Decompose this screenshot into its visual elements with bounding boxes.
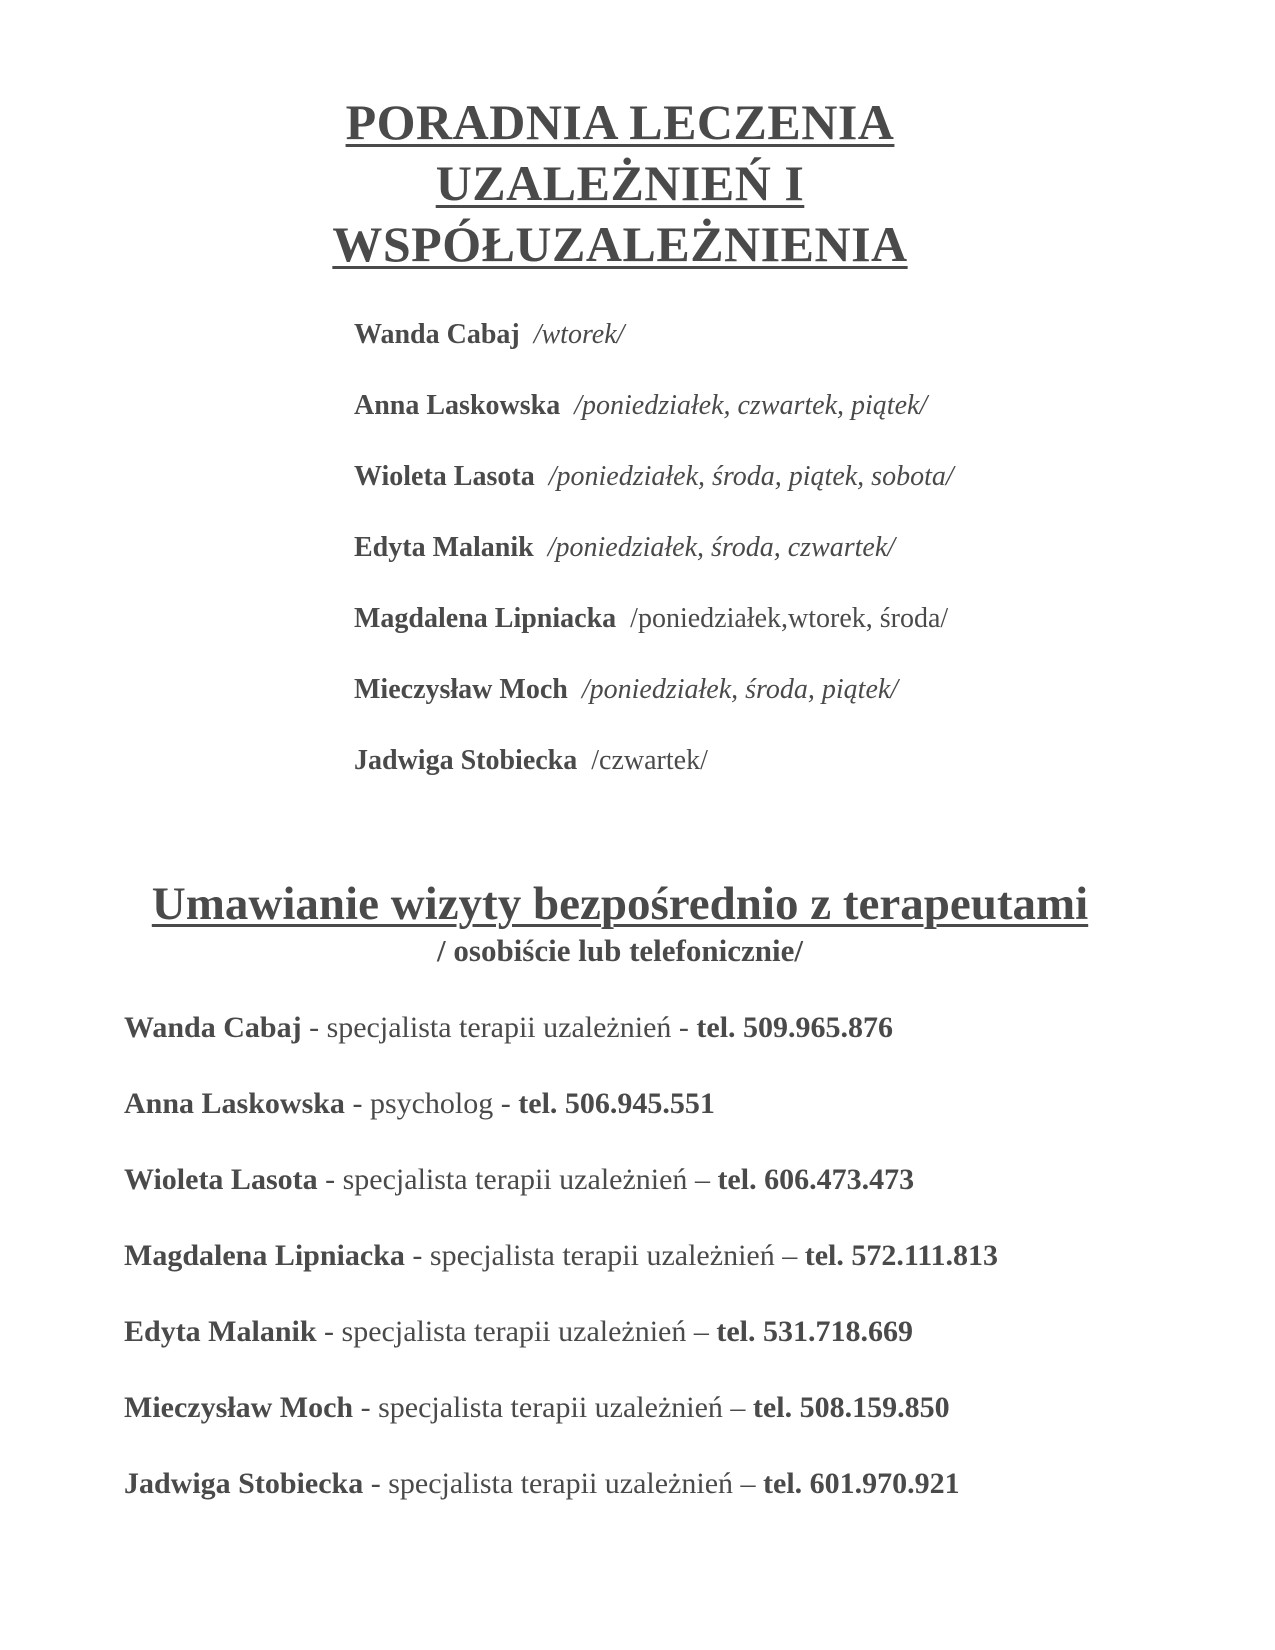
- contact-row: [124, 1314, 998, 1390]
- appointment-subheading: / osobiście lub telefonicznie/: [437, 933, 803, 968]
- schedule-row: [354, 673, 954, 744]
- contact-separator: –: [687, 1163, 718, 1196]
- title-line-3: WSPÓŁUZALEŻNIENIA: [332, 216, 908, 272]
- contact-separator: -: [671, 1011, 697, 1044]
- contact-name: Wioleta Lasota: [124, 1163, 318, 1196]
- contact-row: [124, 1390, 998, 1466]
- contact-separator: -: [493, 1087, 519, 1120]
- contact-row: [124, 1238, 998, 1314]
- therapist-days: /poniedziałek, środa, czwartek/: [547, 532, 896, 563]
- therapist-days: /wtorek/: [533, 319, 625, 350]
- contact-row: [124, 1162, 998, 1238]
- schedule-row: [354, 531, 954, 602]
- contact-separator: -: [363, 1467, 389, 1500]
- therapist-name: Jadwiga Stobiecka: [354, 745, 578, 776]
- contact-phone: tel. 508.159.850: [752, 1391, 950, 1424]
- contact-separator: -: [404, 1239, 430, 1272]
- therapist-schedule-list: [354, 318, 954, 815]
- schedule-row: [354, 602, 954, 673]
- schedule-row: [354, 318, 954, 389]
- therapist-name: Magdalena Lipniacka: [354, 603, 617, 634]
- therapist-name: Edyta Malanik: [354, 532, 534, 563]
- appointment-heading: Umawianie wizyty bezpośrednio z terapeutami: [151, 878, 1089, 930]
- clinic-title: [0, 92, 1240, 275]
- therapist-name: Anna Laskowska: [354, 390, 561, 421]
- therapist-contact-list: [124, 1010, 998, 1542]
- contact-separator: -: [353, 1391, 379, 1424]
- contact-phone: tel. 606.473.473: [717, 1163, 915, 1196]
- contact-separator: -: [317, 1163, 343, 1196]
- contact-name: Jadwiga Stobiecka: [124, 1467, 364, 1500]
- therapist-name: Mieczysław Moch: [354, 674, 568, 705]
- schedule-row: [354, 389, 954, 460]
- contact-role: specjalista terapii uzależnień: [341, 1315, 687, 1348]
- therapist-days: /poniedziałek, środa, piątek/: [581, 674, 899, 705]
- contact-phone: tel. 509.965.876: [696, 1011, 894, 1044]
- therapist-days: /poniedziałek,wtorek, środa/: [630, 603, 949, 634]
- contact-role: specjalista terapii uzależnień: [326, 1011, 672, 1044]
- contact-row: [124, 1466, 998, 1542]
- contact-role: psycholog: [369, 1087, 494, 1120]
- contact-separator: –: [774, 1239, 805, 1272]
- contact-separator: –: [722, 1391, 753, 1424]
- contact-role: specjalista terapii uzależnień: [342, 1163, 688, 1196]
- therapist-days: /poniedziałek, czwartek, piątek/: [574, 390, 928, 421]
- therapist-days: /poniedziałek, środa, piątek, sobota/: [548, 461, 954, 492]
- contact-phone: tel. 531.718.669: [716, 1315, 914, 1348]
- schedule-row: [354, 460, 954, 531]
- contact-name: Anna Laskowska: [124, 1087, 345, 1120]
- contact-name: Edyta Malanik: [124, 1315, 317, 1348]
- contact-name: Wanda Cabaj: [124, 1011, 302, 1044]
- contact-phone: tel. 572.111.813: [804, 1239, 999, 1272]
- contact-separator: -: [316, 1315, 342, 1348]
- therapist-name: Wanda Cabaj: [354, 319, 520, 350]
- contact-separator: –: [733, 1467, 764, 1500]
- contact-role: specjalista terapii uzależnień: [388, 1467, 734, 1500]
- contact-name: Mieczysław Moch: [124, 1391, 354, 1424]
- contact-phone: tel. 506.945.551: [518, 1087, 715, 1120]
- title-line-1: PORADNIA LECZENIA: [345, 94, 895, 150]
- contact-row: [124, 1086, 998, 1162]
- therapist-days: /czwartek/: [591, 745, 708, 776]
- schedule-row: [354, 744, 954, 815]
- title-line-2: UZALEŻNIEŃ I: [435, 155, 805, 211]
- contact-separator: -: [301, 1011, 327, 1044]
- contact-separator: –: [686, 1315, 717, 1348]
- contact-role: specjalista terapii uzależnień: [378, 1391, 723, 1424]
- contact-phone: tel. 601.970.921: [763, 1467, 960, 1500]
- therapist-name: Wioleta Lasota: [354, 461, 535, 492]
- contact-name: Magdalena Lipniacka: [124, 1239, 405, 1272]
- contact-role: specjalista terapii uzależnień: [429, 1239, 775, 1272]
- contact-separator: -: [344, 1087, 370, 1120]
- contact-row: [124, 1010, 998, 1086]
